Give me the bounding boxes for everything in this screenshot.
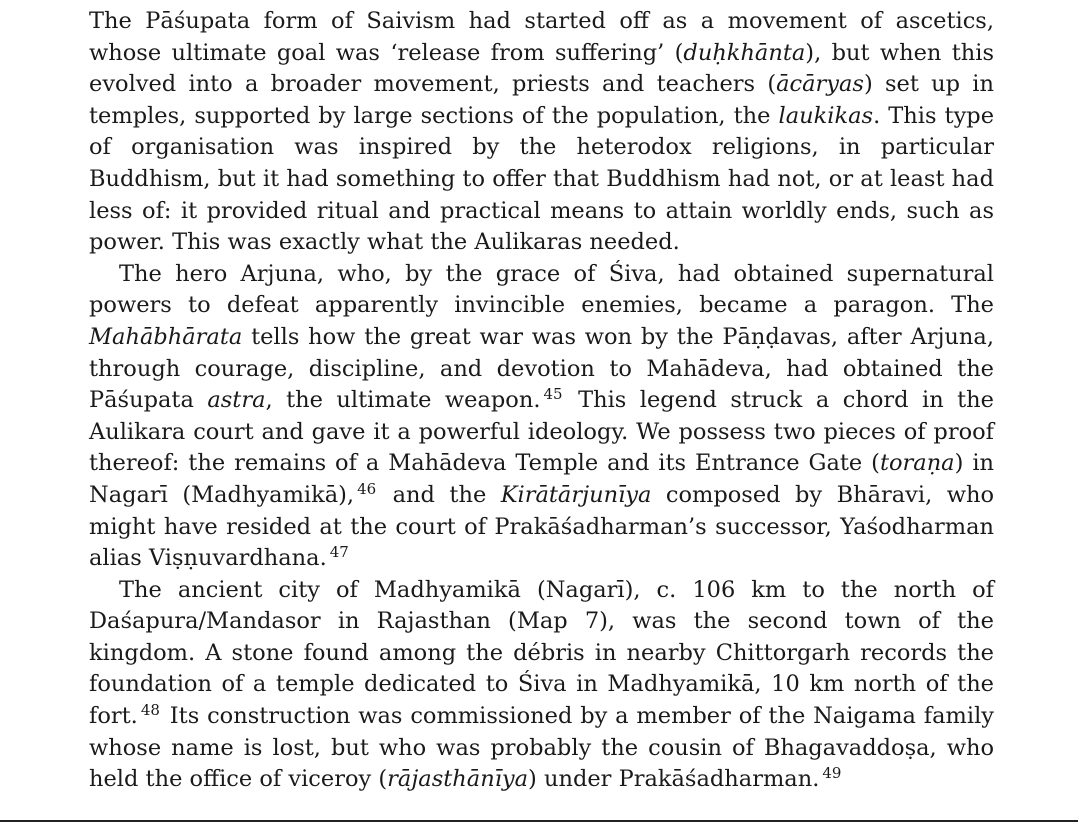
text-run: and the <box>378 481 501 508</box>
text-run: The Pāśupata form of Saivism had started off as a movement of ascetics, whose ultimate goal was ‘release from suffering’ ( <box>89 8 994 66</box>
paragraph-pasupata <box>89 6 994 259</box>
italic-term: ācāryas <box>776 71 864 98</box>
italic-term: toraṇa <box>879 450 955 477</box>
text-run: The ancient city of Madhyamikā (Nagarī), c. 106 km to the north of Daśapura/Mandasor in Rajasthan (Map 7), was the second town of the kingdom. A stone found among the débris in nearby Chittorgarh records the foundation of a temple dedicated to Śiva in Madhyamikā, 10 km north of the fort. <box>89 576 994 730</box>
text-run: ) in Nagarī (Madhyamikā), <box>89 450 994 508</box>
footnote-marker: 48 <box>140 700 160 719</box>
paragraph-madhyamika <box>89 575 994 796</box>
text-run: ), but when this evolved into a broader movement, priests and teachers ( <box>89 39 995 98</box>
document-body <box>89 6 994 796</box>
italic-term: Mahābhārata <box>89 323 243 350</box>
italic-term: duḥkhānta <box>683 39 806 66</box>
footnote-marker: 45 <box>543 384 563 403</box>
paragraph-arjuna <box>89 259 994 575</box>
text-run: This legend struck a chord in the Aulikara court and gave it a powerful ideology. We possess two pieces of proof thereof: the remains of a Mahādeva Temple and its Entrance Gate ( <box>89 387 994 477</box>
italic-term: astra <box>207 387 266 414</box>
italic-term: Kirātārjunīya <box>500 481 652 508</box>
text-run: Its construction was commissioned by a member of the Naigama family whose name is lost, but who was probably the cousin of Bhagavaddoṣa, who held the office of viceroy ( <box>89 703 994 793</box>
footnote-marker: 49 <box>822 764 842 782</box>
text-run: . This type of organisation was inspired by the heterodox religions, in particular Buddhism, but it had something to offer that Buddhism had not, or at least had less of: it provided ritual and practical means to attain worldly ends, such as power. This was exactly what the Aulikaras needed. <box>89 102 995 256</box>
italic-term: laukikas <box>778 102 874 129</box>
text-run: ) set up in temples, supported by large sections of the population, the <box>89 71 994 129</box>
italic-term: rājasthānīya <box>387 766 529 793</box>
text-run: composed by Bhāravi, who might have resided at the court of Prakāśadharman’s successor, Yaśodharman alias Viṣṇuvardhana. <box>89 481 994 572</box>
text-run: , the ultimate weapon. <box>265 387 541 414</box>
footnote-marker: 46 <box>357 479 377 498</box>
text-run: The hero Arjuna, who, by the grace of Śiva, had obtained supernatural powers to defeat apparently invincible enemies, became a paragon. The <box>89 260 994 319</box>
text-run: tells how the great war was won by the Pāṇḍavas, after Arjuna, through courage, discipline, and devotion to Mahādeva, had obtained the Pāśupata <box>89 323 994 414</box>
footnote-marker: 47 <box>329 542 349 561</box>
page-bottom-rule <box>0 820 1078 822</box>
text-run: ) under Prakāśadharman. <box>528 766 820 793</box>
